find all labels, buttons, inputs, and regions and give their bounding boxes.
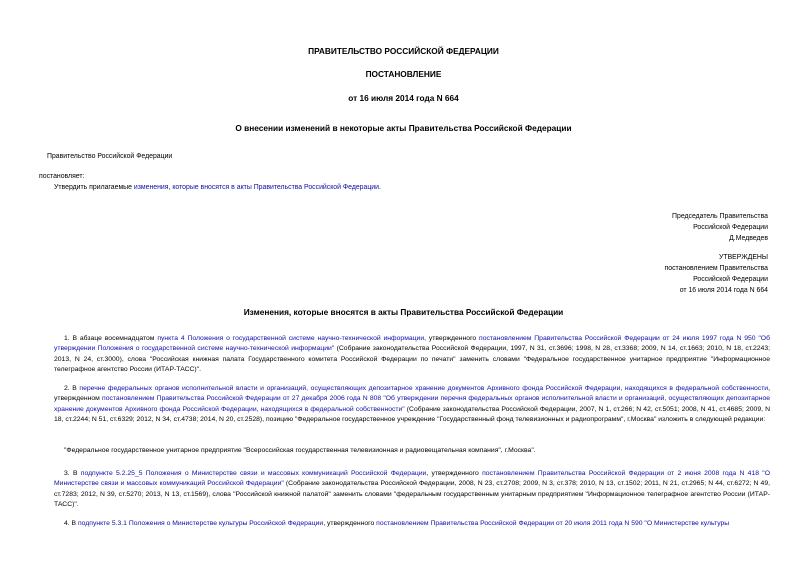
item-2-text-b: , утвержденном: [54, 385, 770, 403]
signature-line-2: Российской Федерации: [693, 224, 768, 231]
item-2-link-1[interactable]: перечне федеральных органов исполнительной власти и организаций, осуществляющих депозитарное хранение документов Архивного фонда Российской Федерации, находящихся в федеральной собственности: [79, 385, 769, 392]
issuer-text: Правительство Российской Федерации: [47, 153, 173, 160]
item-1-text-b: , утвержденного: [424, 335, 480, 342]
change-item-1: [54, 334, 770, 375]
approve-paragraph: [54, 183, 381, 193]
item-1-text-c: (Собрание законодательства Российской Федерации, 1997, N 31, ст.3696; 1998, N 28, ст.3368; 2009, N 14, ст.1663; 2010, N 18, ст.2243; 2013, N 24, ст.3000), слова "Российская книжная палата Государственного комитета Российской Федерации по печати" заменить словами "Федеральное государственное унитарное предприятие "Информационное телеграфное агентство России (ИТАР-ТАСС)".: [54, 345, 770, 373]
item-4-text-b: , утвержденного: [323, 520, 377, 527]
decides-text: постановляет:: [39, 173, 85, 180]
change-item-3: [54, 469, 770, 510]
approved-line-4: от 16 июля 2014 года N 664: [679, 287, 768, 294]
item-1-link-2[interactable]: постановлением Правительства Российской Федерации от 24 июля 1997 года N 950 "Об утверждении Положения о государственной системе научно-технической информации": [54, 335, 770, 353]
approved-block: [665, 252, 769, 296]
changes-title: Изменения, которые вносятся в акты Правительства Российской Федерации: [243, 307, 564, 317]
approved-line-3: Российской Федерации: [693, 276, 768, 283]
change-item-2: [54, 384, 770, 425]
approved-line-1: УТВЕРЖДЕНЫ: [719, 254, 768, 261]
item-4-link-1[interactable]: подпункте 5.3.1 Положения о Министерстве культуры Российской Федерации: [77, 520, 324, 527]
change-item-4: [54, 519, 770, 529]
item-3-text-b: , утвержденного: [426, 470, 483, 477]
signature-line-3: Д.Медведев: [729, 235, 768, 242]
item-2-text-c: (Собрание законодательства Российской Федерации, 2007, N 1, ст.266; N 42, ст.5051; 2008, N 41, ст.4685; 2009, N 18, ст.2244; N 51, ст.6329; 2012, N 34, ст.4738; 2014, N 20, ст.2528), позицию "Федеральное государственное учреждение "Государственный фонд телевизионных и радиопрограмм", г.Москва" изложить в следующей редакции:: [54, 405, 770, 423]
item-3-text-a: 3. В: [64, 470, 81, 477]
signature-block: [672, 211, 768, 244]
item-3-link-1[interactable]: подпункте 5.2.25_5 Положения о Министерстве связи и массовых коммуникаций Российской Федерации: [80, 470, 427, 477]
item-2-text-a: 2. В: [64, 385, 80, 392]
item-4-link-2[interactable]: постановлением Правительства Российской Федерации от 20 июля 2011 года N 590 "О Министерстве культуры: [376, 520, 730, 527]
quote-paragraph: "Федеральное государственное унитарное предприятие "Всероссийская государственная телевизионная и радиовещательная компания", г.Москва".: [64, 447, 536, 454]
item-1-text-a: 1. В абзаце восемнадцатом: [64, 335, 158, 342]
approve-suffix: .: [378, 184, 381, 191]
item-3-text-c: (Собрание законодательства Российской Федерации, 2008, N 23, ст.2708; 2009, N 3, ст.378; 2010, N 13, ст.1502; 2011, N 21, ст.2965; N 44, ст.6272; N 49, ст.7283; 2012, N 39, ст.5270; 2013, N 13, ст.1569), слова "Российской книжной палатой" заменить словами "федеральным государственным унитарным предприятием "Информационное телеграфное агентство России (ИТАР-ТАСС)".: [54, 480, 771, 508]
date-line: от 16 июля 2014 года N 664: [348, 93, 459, 103]
item-3-link-2[interactable]: постановлением Правительства Российской Федерации от 2 июня 2008 года N 418 "О Министерстве связи и массовых коммуникаций Российской Федерации": [54, 470, 770, 488]
signature-line-1: Председатель Правительства: [672, 213, 768, 220]
approve-prefix: Утвердить прилагаемые: [54, 184, 134, 191]
document-title: О внесении изменений в некоторые акты Правительства Российской Федерации: [235, 123, 572, 133]
item-4-text-a: 4. В: [64, 520, 78, 527]
doc-type-heading: ПОСТАНОВЛЕНИЕ: [365, 69, 442, 79]
approve-link[interactable]: изменения, которые вносятся в акты Правительства Российской Федерации: [133, 184, 379, 191]
government-heading: ПРАВИТЕЛЬСТВО РОССИЙСКОЙ ФЕДЕРАЦИИ: [308, 46, 499, 56]
item-2-link-2[interactable]: постановлением Правительства Российской Федерации от 27 декабря 2006 года N 808 "Об утверждении перечня федеральных органов исполнительной власти и организаций, осуществляющих депозитарное хранение документов Архивного фонда Российской Федерации, находящихся в федеральной собственности": [54, 395, 771, 413]
item-1-link-1[interactable]: пункта 4 Положения о государственной системе научно-технической информации: [157, 335, 425, 342]
approved-line-2: постановлением Правительства: [664, 265, 768, 272]
